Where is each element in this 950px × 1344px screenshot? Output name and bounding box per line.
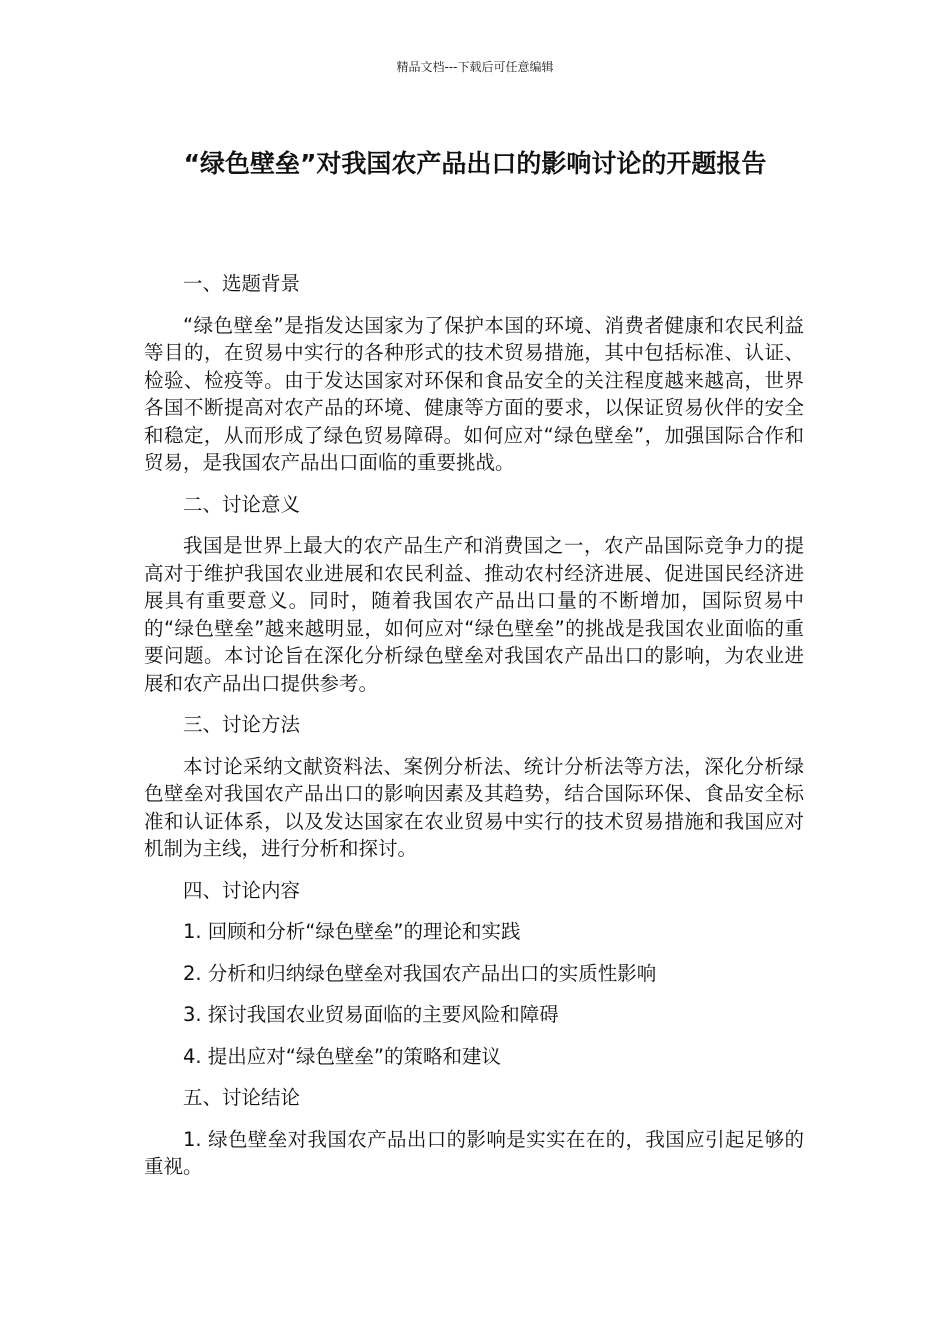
section-paragraph-background: “绿色壁垒”是指发达国家为了保护本国的环境、消费者健康和农民利益等目的，在贸易中实行的各种形式的技术贸易措施，其中包括标准、认证、检验、检疫等。由于发达国家对环保和食品安全的关注程度越来越高，世界各国不断提高对农产品的环境、健康等方面的要求，以保证贸易伙伴的安全和稳定，从而形成了绿色贸易障碍。如何应对“绿色壁垒”，加强国际合作和贸易，是我国农产品出口面临的重要挑战。 — [144, 313, 804, 474]
conclusion-list-item: 1. 绿色壁垒对我国农产品出口的影响是实实在在的，我国应引起足够的重视。 — [144, 1127, 804, 1178]
header-note: 精品文档---下载后可任意编辑 — [396, 60, 554, 74]
content-list-item: 3. 探讨我国农业贸易面临的主要风险和障碍 — [183, 1003, 559, 1026]
section-paragraph-significance: 我国是世界上最大的农产品生产和消费国之一，农产品国际竞争力的提高对于维护我国农业进展和农民利益、推动农村经济进展、促进国民经济进展具有重要意义。同时，随着我国农产品出口量的不断增加，国际贸易中的“绿色壁垒”越来越明显，如何应对“绿色壁垒”的挑战是我国农业面临的重要问题。本讨论旨在深化分析绿色壁垒对我国农产品出口的影响，为农业进展和农产品出口提供参考。 — [144, 534, 804, 695]
content-list-item: 4. 提出应对“绿色壁垒”的策略和建议 — [183, 1044, 502, 1068]
section-paragraph-method: 本讨论采纳文献资料法、案例分析法、统计分析法等方法，深化分析绿色壁垒对我国农产品出口的影响因素及其趋势，结合国际环保、食品安全标准和认证体系，以及发达国家在农业贸易中实行的技术贸易措施和我国应对机制为主线，进行分析和探讨。 — [144, 754, 804, 860]
document-title: “绿色壁垒”对我国农产品出口的影响讨论的开题报告 — [183, 149, 767, 178]
section-heading-background: 一、选题背景 — [183, 272, 301, 295]
document-body — [144, 270, 804, 1181]
section-heading-content: 四、讨论内容 — [183, 878, 301, 902]
section-heading-significance: 二、讨论意义 — [183, 492, 301, 516]
section-heading-method: 三、讨论方法 — [183, 713, 301, 736]
content-list-item: 1. 回顾和分析“绿色壁垒”的理论和实践 — [183, 920, 521, 943]
content-list-item: 2. 分析和归纳绿色壁垒对我国农产品出口的实质性影响 — [183, 961, 657, 985]
section-heading-conclusion: 五、讨论结论 — [183, 1086, 301, 1109]
